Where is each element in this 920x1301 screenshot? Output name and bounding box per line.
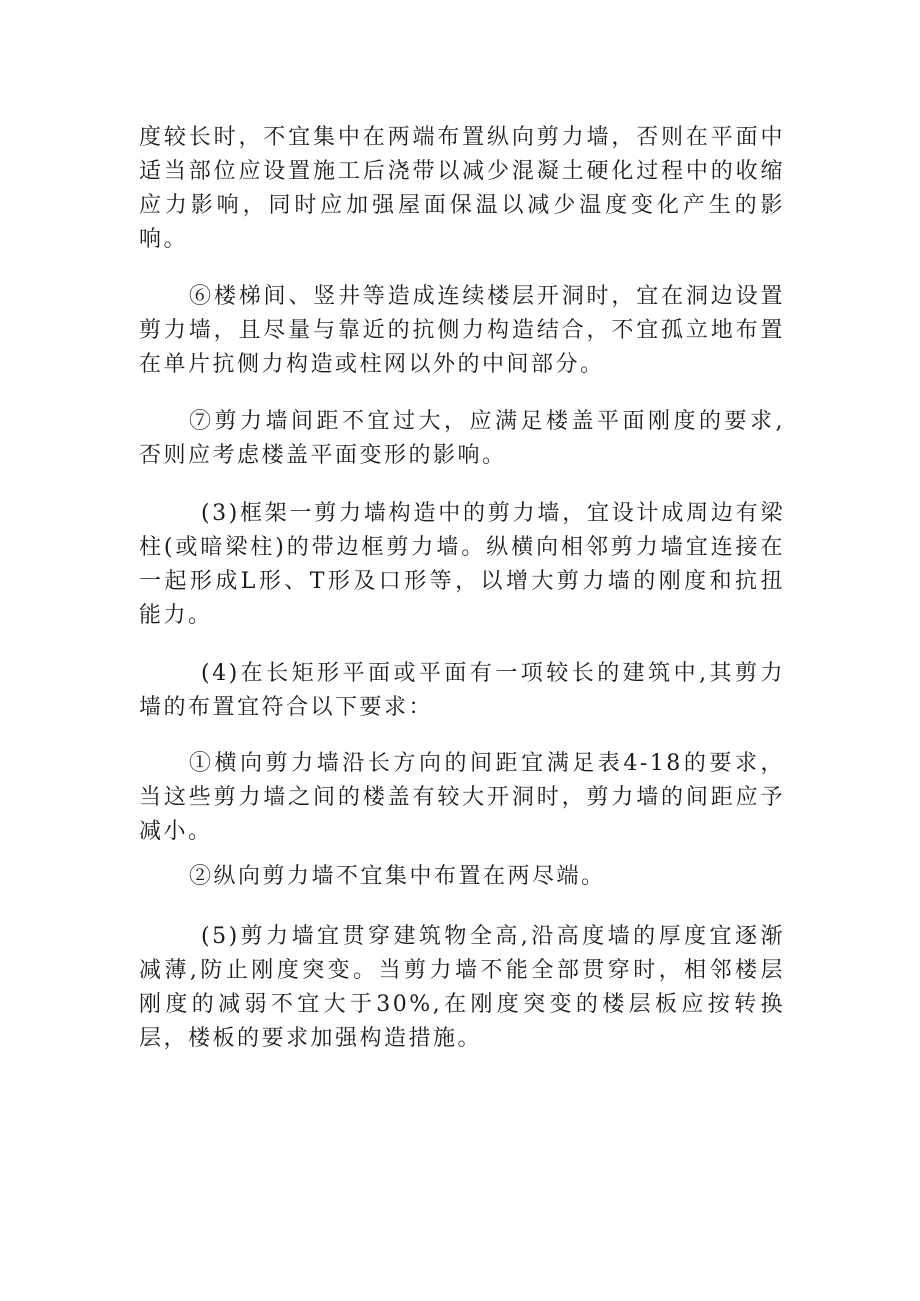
paragraph-item-6: ⑥楼梯间、竖井等造成连续楼层开洞时，宜在洞边设置剪力墙，且尽量与靠近的抗侧力构造结合，不宜孤立地布置在单片抗侧力构造或柱网以外的中间部分。 [139,284,785,377]
paragraph-section-5: (5)剪力墙宜贯穿建筑物全高,沿高度墙的厚度宜逐渐减薄,防止刚度突变。当剪力墙不能全部贯穿时，相邻楼层刚度的减弱不宜大于30%,在刚度突变的楼层板应按转换层，楼板的要求加强构造措施。 [139,924,785,1051]
paragraph-item-7: ⑦剪力墙间距不宜过大，应满足楼盖平面刚度的要求,否则应考虑楼盖平面变形的影响。 [139,409,785,468]
document-body [139,121,785,1056]
paragraph-section-3: (3)框架一剪力墙构造中的剪力墙，宜设计成周边有梁柱(或暗梁柱)的带边框剪力墙。纵横向相邻剪力墙宜连接在一起形成L形、T形及口形等，以增大剪力墙的刚度和抗扭能力。 [139,501,785,628]
paragraph-item-1: ①横向剪力墙沿长方向的间距宜满足表4-18的要求，当这些剪力墙之间的楼盖有较大开洞时，剪力墙的间距应予减小。 [139,751,785,844]
paragraph-item-2: ②纵向剪力墙不宜集中布置在两尽端。 [189,864,606,889]
paragraph-section-4: (4)在长矩形平面或平面有一项较长的建筑中,其剪力墙的布置宜符合以下要求： [139,661,785,720]
paragraph-continuation: 度较长时，不宜集中在两端布置纵向剪力墙，否则在平面中适当部位应设置施工后浇带以减少混凝土硬化过程中的收缩应力影响，同时应加强屋面保温以减少温度变化产生的影响。 [139,125,785,252]
